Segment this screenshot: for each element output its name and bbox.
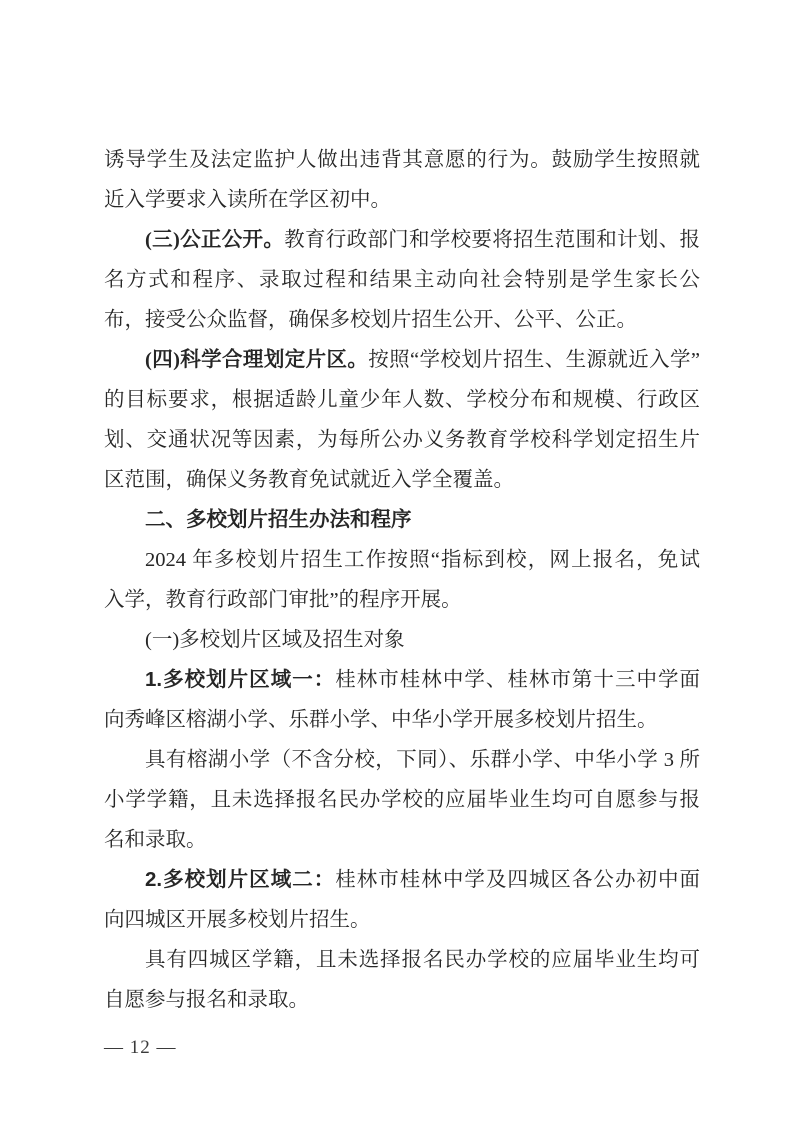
- text-segment: 具有榕湖小学（不含分校，下同）、乐群小学、中华小学 3 所: [145, 749, 700, 771]
- text-line: [104, 140, 700, 180]
- text-segment: 桂林市桂林中学、桂林市第十三中学面: [335, 669, 700, 691]
- text-segment: 近入学要求入读所在学区初中。: [104, 189, 391, 211]
- text-segment: 具有四城区学籍，且未选择报名民办学校的应届毕业生均可: [145, 949, 700, 971]
- text-segment: 区范围，确保义务教育免试就近入学全覆盖。: [104, 469, 514, 491]
- text-segment: 教育行政部门和学校要将招生范围和计划、报: [284, 229, 701, 251]
- text-segment: 布，接受公众监督，确保多校划片招生公开、公平、公正。: [104, 309, 637, 331]
- text-line: [104, 900, 700, 940]
- text-segment: (四)科学合理划定片区。: [145, 349, 369, 371]
- text-line: [104, 260, 700, 300]
- text-line: [104, 660, 700, 700]
- text-segment: 自愿参与报名和录取。: [104, 989, 309, 1011]
- text-line: [104, 180, 700, 220]
- text-segment: 桂林市桂林中学及四城区各公办初中面: [335, 869, 700, 891]
- text-segment: 名方式和程序、录取过程和结果主动向社会特别是学生家长公: [104, 269, 700, 291]
- text-line: [104, 540, 700, 580]
- text-line: [104, 580, 700, 620]
- text-line: [104, 700, 700, 740]
- text-line: [104, 220, 700, 260]
- text-segment: 诱导学生及法定监护人做出违背其意愿的行为。鼓励学生按照就: [104, 149, 700, 171]
- text-segment: 二、多校划片招生办法和程序: [145, 508, 412, 531]
- text-segment: 2024 年多校划片招生工作按照“指标到校，网上报名，免试: [145, 549, 700, 571]
- text-segment: 划、交通状况等因素，为每所公办义务教育学校科学划定招生片: [104, 429, 700, 451]
- text-line: [104, 940, 700, 980]
- text-segment: (三)公正公开。: [145, 229, 285, 251]
- document-content: [104, 0, 700, 1131]
- text-line: [104, 460, 700, 500]
- text-line: [104, 300, 700, 340]
- text-segment: 向四城区开展多校划片招生。: [104, 909, 371, 931]
- text-line: [104, 500, 700, 540]
- text-segment: 1.多校划片区域一：: [145, 668, 336, 691]
- text-line: [104, 420, 700, 460]
- page-number: — 12 —: [104, 1037, 177, 1058]
- text-segment: 入学，教育行政部门审批”的程序开展。: [104, 589, 462, 611]
- text-line: [104, 380, 700, 420]
- text-segment: 小学学籍，且未选择报名民办学校的应届毕业生均可自愿参与报: [104, 789, 700, 811]
- text-segment: 按照“学校划片招生、生源就近入学”: [368, 349, 700, 371]
- text-line: [104, 860, 700, 900]
- text-segment: 向秀峰区榕湖小学、乐群小学、中华小学开展多校划片招生。: [104, 709, 658, 731]
- text-segment: (一)多校划片区域及招生对象: [145, 629, 405, 651]
- text-segment: 的目标要求，根据适龄儿童少年人数、学校分布和规模、行政区: [104, 389, 700, 411]
- text-segment: 2.多校划片区域二：: [145, 868, 336, 891]
- text-line: [104, 740, 700, 780]
- text-segment: 名和录取。: [104, 829, 207, 851]
- text-line: [104, 980, 700, 1020]
- text-line: [104, 780, 700, 820]
- text-line: [104, 620, 700, 660]
- text-line: [104, 820, 700, 860]
- text-line: [104, 340, 700, 380]
